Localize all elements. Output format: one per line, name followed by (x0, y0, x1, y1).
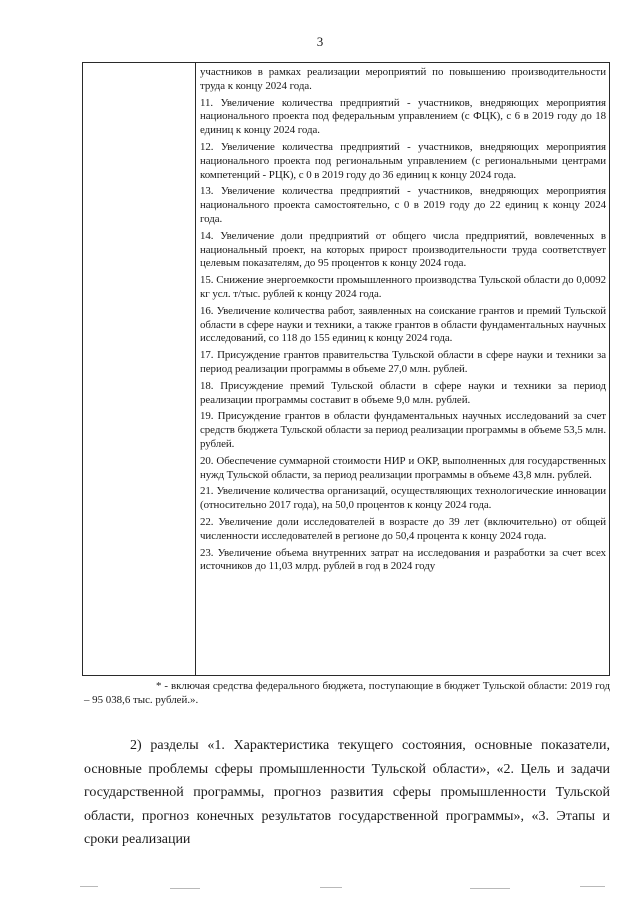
table-left-column (83, 63, 196, 675)
body-paragraph: 2) разделы «1. Характеристика текущего состояния, основные показатели, основные проблемы сферы промышленности Тульской области», «2. Цель и задачи государственной программы, прогноз развития сферы промышленности Тульской области, прогноз конечных результатов государственной программы», «3. Этапы и сроки реализации (84, 738, 610, 847)
page-number: 3 (316, 34, 324, 49)
table-item-16: 16. Увеличение количества работ, заявленных на соискание грантов и премий Тульской области в сфере науки и техники, а также грантов в области фундаментальных научных исследований, со 118 до 155 единиц к концу 2024 года. (200, 304, 606, 345)
table-item-22: 22. Увеличение доли исследователей в возрасте до 39 лет (включительно) от общей численности исследователей в регионе до 50,4 процента к концу 2024 года. (200, 515, 606, 542)
table-item-17: 17. Присуждение грантов правительства Тульской области в сфере науки и техники за период реализации программы в объеме 27,0 млн. рублей. (200, 349, 606, 375)
table-item-11: 11. Увеличение количества предприятий - участников, внедряющих мероприятия национального проекта под федеральным управлением (с ФЦК), с 6 в 2019 году до 18 единиц к концу 2024 года. (200, 96, 606, 137)
table-item-15: 15. Снижение энергоемкости промышленного производства Тульской области до 0,0092 кг усл. т/тыс. рублей к концу 2024 года. (200, 274, 606, 300)
table-item-20: 20. Обеспечение суммарной стоимости НИР и ОКР, выполненных для государственных нужд Тульской области, за период реализации программы в объеме 43,8 млн. рублей. (200, 454, 606, 481)
scan-artifacts (20, 876, 620, 896)
footnote: * - включая средства федерального бюджета, поступающие в бюджет Тульской области: 2019 год – 95 038,6 тыс. рублей.». (84, 680, 610, 706)
table-item-18: 18. Присуждение премий Тульской области в сфере науки и техники за период реализации программы составит в объеме 9,0 млн. рублей. (200, 379, 606, 406)
table-item-14: 14. Увеличение доли предприятий от общего числа предприятий, вовлеченных в национальный проект, на которых прирост производительности труда соответствует целевым показателям, до 95 процентов к концу 2024 года. (200, 229, 606, 270)
table-item-12: 12. Увеличение количества предприятий - участников, внедряющих мероприятия национального проекта под региональным управлением (с региональными центрами компетенций - РЦК), с 0 в 2019 году до 36 единиц к концу 2024 года. (200, 140, 606, 181)
table-item-21: 21. Увеличение количества организаций, осуществляющих технологические инновации (относительно 2017 года), на 50,0 процентов к концу 2024 года. (200, 485, 606, 512)
table-right-column (196, 63, 609, 675)
table-item-19: 19. Присуждение грантов в области фундаментальных научных исследований за счет средств бюджета Тульской области за период реализации программы в объеме 53,5 млн. рублей. (200, 410, 606, 450)
indicators-table (82, 62, 610, 676)
table-item-10-continued: участников в рамках реализации мероприятий по повышению производительности труда к концу 2024 года. (200, 66, 606, 92)
table-item-23: 23. Увеличение объема внутренних затрат на исследования и разработки за счет всех источников до 11,03 млрд. рублей в год в 2024 году (200, 546, 606, 573)
table-item-13: 13. Увеличение количества предприятий - участников, внедряющих мероприятия национального проекта самостоятельно, с 0 в 2019 году до 22 единиц к концу 2024 года. (200, 185, 606, 225)
